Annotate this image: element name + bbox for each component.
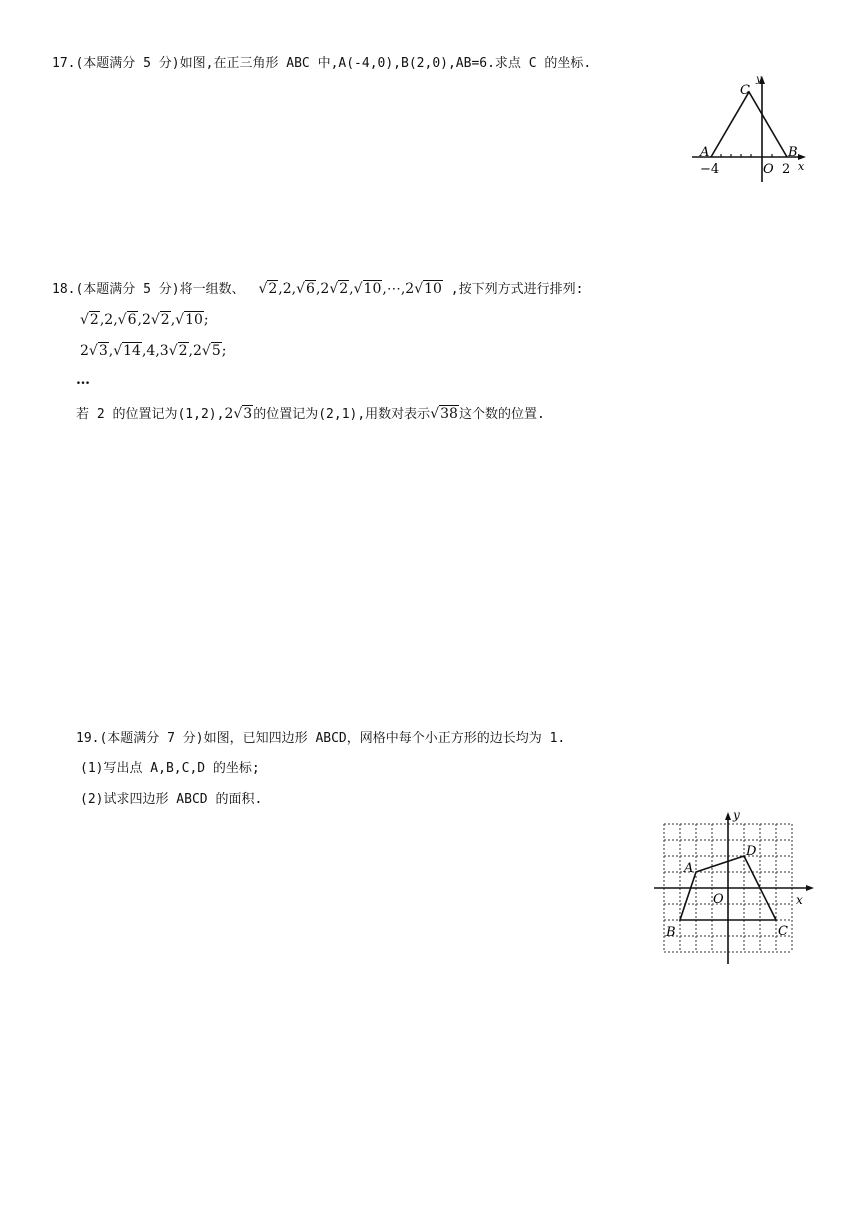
q18-ellipsis: … — [76, 372, 90, 388]
q19-figure — [650, 808, 820, 968]
q18-intro-tail: ,按下列方式进行排列: — [450, 282, 584, 297]
y-axis-arrow-icon — [725, 812, 731, 820]
label-o: O — [763, 162, 774, 177]
label-c: C — [740, 83, 750, 98]
label-y: y — [733, 808, 740, 822]
q18-intro-line — [52, 279, 583, 300]
label-a: A — [700, 145, 710, 160]
label-d: D — [746, 844, 757, 859]
q18-question: 若 2 的位置记为(1,2),2√3的位置记为(2,1),用数对表示√38这个数的位置. — [76, 406, 545, 422]
triangle-abc — [711, 92, 787, 157]
label-x: x — [798, 160, 805, 173]
q17-figure — [690, 72, 810, 182]
q19-part1: (1)写出点 A,B,C,D 的坐标; — [80, 761, 260, 776]
q17-text: 17.(本题满分 5 分)如图,在正三角形 ABC 中,A(-4,0),B(2,0),AB=6.求点 C 的坐标. — [52, 56, 592, 71]
label-b: B — [788, 145, 798, 160]
tick-label-2: 2 — [782, 162, 791, 177]
label-c: C — [778, 924, 788, 939]
label-o: O — [713, 892, 724, 907]
label-y: y — [756, 74, 762, 85]
x-axis-arrow-icon — [806, 885, 814, 891]
q19-part2: (2)试求四边形 ABCD 的面积. — [80, 792, 263, 807]
q19-text: 19.(本题满分 7 分)如图，已知四边形 ABCD，网格中每个小正方形的边长均为 1. — [76, 731, 566, 746]
label-a: A — [684, 861, 694, 876]
q18-sequence: √2,2,√6,2√2,√10,⋯,2√10 — [258, 281, 442, 297]
q18-intro: 18.(本题满分 5 分)将一组数、 — [52, 282, 245, 297]
label-x: x — [796, 893, 803, 907]
tick-label-neg4: −4 — [700, 162, 720, 177]
q18-row2: 2√3,√14,4,3√2,2√5; — [80, 343, 227, 359]
label-b: B — [666, 925, 676, 940]
q18-row1: √2,2,√6,2√2,√10; — [80, 312, 209, 328]
